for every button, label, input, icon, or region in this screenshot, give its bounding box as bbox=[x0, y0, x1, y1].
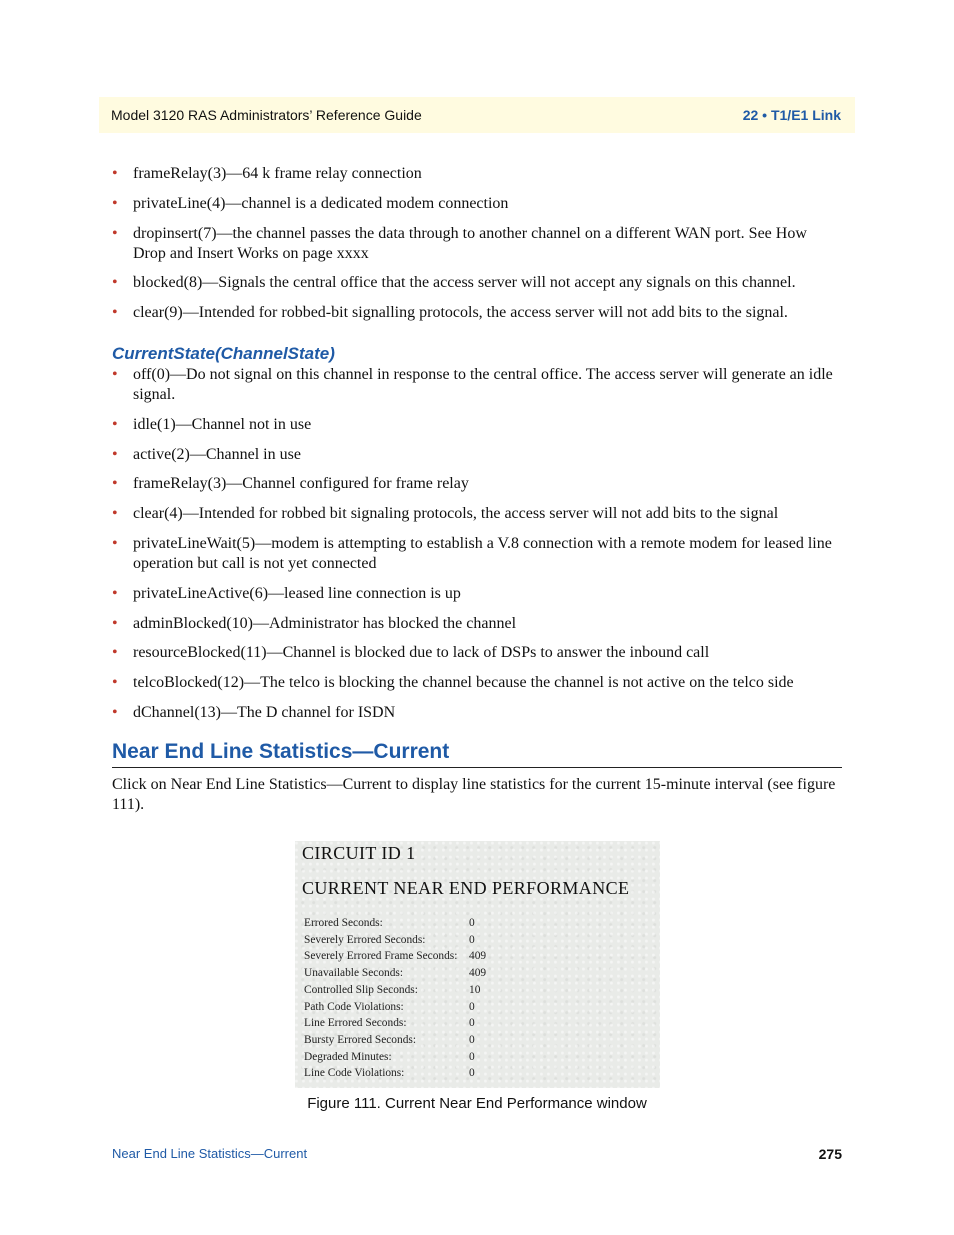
bullet-icon: • bbox=[112, 584, 118, 602]
list-item: • dropinsert(7)—the channel passes the data through to another channel on a different WAN port. See How Drop and Insert Works on page xxxx bbox=[112, 224, 807, 262]
stat-row: Severely Errored Frame Seconds: 409 bbox=[304, 950, 487, 963]
stat-row: Severely Errored Seconds: 0 bbox=[304, 933, 475, 946]
list-item: • frameRelay(3)—64 k frame relay connection bbox=[112, 165, 422, 182]
page-number: 275 bbox=[818, 1146, 842, 1162]
list-item: • adminBlocked(10)—Administrator has blocked the channel bbox=[112, 614, 517, 632]
bullet-icon: • bbox=[112, 475, 118, 493]
intro-paragraph: Click on Near End Line Statistics—Current to display line statistics for the current 15-minute interval (see figure 111). bbox=[112, 776, 836, 813]
list-item: • frameRelay(3)—Channel configured for frame relay bbox=[112, 475, 469, 493]
bullet-icon: • bbox=[112, 415, 118, 433]
header-guide-title: Model 3120 RAS Administrators’ Reference Guide bbox=[111, 107, 422, 123]
bullet-icon: • bbox=[112, 644, 118, 662]
performance-title: CURRENT NEAR END PERFORMANCE bbox=[302, 878, 630, 898]
circuit-id-title: CIRCUIT ID 1 bbox=[302, 843, 416, 863]
stat-row: Path Code Violations: 0 bbox=[304, 1000, 475, 1013]
running-header bbox=[99, 97, 855, 133]
list-item: • off(0)—Do not signal on this channel in response to the central office. The access server will generate an idle signal. bbox=[112, 366, 833, 403]
list-item: • dChannel(13)—The D channel for ISDN bbox=[112, 703, 396, 721]
bullet-icon: • bbox=[112, 445, 118, 463]
subsection-heading: CurrentState(ChannelState) bbox=[112, 344, 335, 363]
bullet-icon: • bbox=[112, 534, 118, 552]
footer-section-title: Near End Line Statistics—Current bbox=[112, 1146, 308, 1161]
channel-state-list bbox=[112, 365, 842, 733]
header-chapter: 22 • T1/E1 Link bbox=[742, 107, 841, 123]
list-item: • privateLineActive(6)—leased line connection is up bbox=[112, 584, 461, 602]
list-item: • resourceBlocked(11)—Channel is blocked due to lack of DSPs to answer the inbound call bbox=[112, 644, 710, 662]
bullet-icon: • bbox=[112, 703, 118, 721]
stat-row: Controlled Slip Seconds: 10 bbox=[304, 983, 481, 996]
stat-row: Bursty Errored Seconds: 0 bbox=[304, 1033, 475, 1046]
bullet-icon: • bbox=[112, 165, 118, 182]
bullet-icon: • bbox=[112, 505, 118, 523]
stat-row: Degraded Minutes: 0 bbox=[304, 1050, 475, 1063]
list-item: • blocked(8)—Signals the central office that the access server will not accept any signals on this channel. bbox=[112, 274, 796, 292]
bullet-icon: • bbox=[112, 614, 118, 632]
list-item: • active(2)—Channel in use bbox=[112, 445, 301, 463]
bullet-icon: • bbox=[112, 274, 118, 292]
list-item: • privateLineWait(5)—modem is attempting to establish a V.8 connection with a remote modem for leased line operation but call is not yet connected bbox=[112, 534, 832, 572]
list-item: • clear(9)—Intended for robbed-bit signalling protocols, the access server will not add bits to the signal. bbox=[112, 304, 788, 322]
list-item: • clear(4)—Intended for robbed bit signaling protocols, the access server will not add bits to the signal bbox=[112, 505, 779, 523]
stat-row: Line Errored Seconds: 0 bbox=[304, 1017, 475, 1030]
list-item: • idle(1)—Channel not in use bbox=[112, 415, 312, 433]
bullet-icon: • bbox=[112, 194, 118, 212]
list-item: • privateLine(4)—channel is a dedicated modem connection bbox=[112, 194, 509, 212]
figure-caption: Figure 111. Current Near End Performance window bbox=[307, 1095, 647, 1112]
bullet-icon: • bbox=[112, 304, 118, 322]
channel-type-list bbox=[112, 164, 842, 333]
list-item: • telcoBlocked(12)—The telco is blocking the channel because the channel is not active on the telco side bbox=[112, 674, 794, 692]
bullet-icon: • bbox=[112, 224, 118, 242]
section-heading: Near End Line Statistics—Current bbox=[112, 740, 842, 768]
stat-row: Line Code Violations: 0 bbox=[304, 1067, 475, 1080]
performance-window-screenshot bbox=[295, 841, 660, 1088]
bullet-icon: • bbox=[112, 366, 118, 383]
stat-row: Unavailable Seconds: 409 bbox=[304, 967, 487, 980]
bullet-icon: • bbox=[112, 674, 118, 692]
stat-row: Errored Seconds: 0 bbox=[304, 917, 475, 929]
